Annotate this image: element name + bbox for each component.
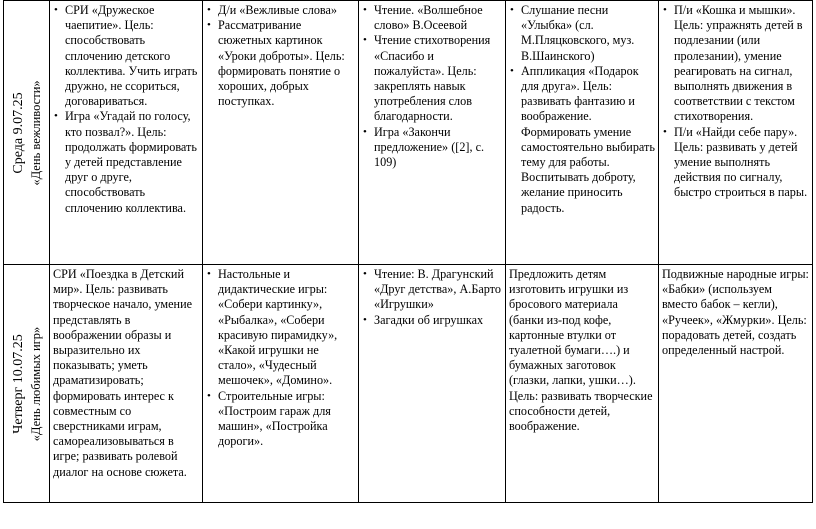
list-item: • П/и «Кошка и мышки». Цель: упражнять детей в подлезании (или пролезании), умение реагировать на сигнал, выполнять движения в соответствии с текстом стихотворения. bbox=[662, 3, 809, 125]
list-item: • Рассматривание сюжетных картинок «Уроки доброты». Цель: формировать понятие о хороших, добрых поступках. bbox=[206, 18, 355, 109]
day-theme: «День вежливости» bbox=[28, 79, 43, 186]
cell-text: Предложить детям изготовить игрушки из бросового материала (банки из-под кофе, картонные втулки от туалетной бумаги….) и бумажных заготовок (глазки, лапки, ушки…). Цель: развивать творческие способности детей, воображение. bbox=[509, 267, 653, 434]
list-item: • Строительные игры: «Построим гараж для машин», «Постройка дороги». bbox=[206, 389, 355, 450]
activity-cell-games bbox=[50, 1, 203, 265]
day-cell-wednesday bbox=[4, 1, 50, 265]
activity-cell-art bbox=[506, 1, 659, 265]
list-item: • Аппликация «Подарок для друга». Цель: развивать фантазию и воображение. Формировать умение самостоятельно выбирать тему для работы. Воспитывать доброту, желание приносить радость. bbox=[509, 64, 655, 216]
list-item: • СРИ «Дружеское чаепитие». Цель: способствовать сплочению детского коллектива. Учить играть дружно, не ссориться, договариваться. bbox=[53, 3, 199, 109]
list-item: • П/и «Найди себе пару». Цель: развивать у детей умение выполнять действия по сигналу, быстро строиться в пары. bbox=[662, 125, 809, 201]
day-cell-thursday bbox=[4, 265, 50, 503]
activity-cell-movement bbox=[659, 1, 813, 265]
activity-cell-didactic bbox=[203, 265, 359, 503]
table-row-wednesday bbox=[4, 1, 813, 265]
list-item: • Чтение. «Волшебное слово» В.Осеевой bbox=[362, 3, 502, 33]
day-label: Среда 9.07.25 bbox=[10, 91, 26, 174]
list-item: • Настольные и дидактические игры: «Собери картинку», «Рыбалка», «Собери красивую пирамидку», «Какой игрушки не стало», «Чудесный мешочек», «Домино». bbox=[206, 267, 355, 389]
list-item: • Загадки об игрушках bbox=[362, 313, 502, 328]
cell-text: СРИ «Поездка в Детский мир». Цель: развивать творческое начало, умение представлять в воображении образы и выразительно их показывать; уметь драматизировать; формировать интерес к совместным со сверстниками играм, самореализовываться в игре; развивать ролевой диалог на основе сюжета. bbox=[53, 267, 193, 479]
day-theme: «День любимых игр» bbox=[28, 326, 43, 441]
list-item: • Игра «Угадай по голосу, кто позвал?». Цель: продолжать формировать у детей представление друг о друге, способствовать сплочению коллектива. bbox=[53, 109, 199, 215]
activity-cell-didactic bbox=[203, 1, 359, 265]
activity-cell-reading bbox=[359, 265, 506, 503]
list-item: • Игра «Закончи предложение» ([2], с. 109) bbox=[362, 125, 502, 171]
activity-cell-art bbox=[506, 265, 659, 503]
activity-cell-movement bbox=[659, 265, 813, 503]
day-label: Четверг 10.07.25 bbox=[10, 333, 26, 434]
cell-text: Подвижные народные игры: «Бабки» (используем вместо бабок – кегли), «Ручеек», «Жмурки». Цель: порадовать детей, создать определенный настрой. bbox=[662, 267, 809, 358]
activity-cell-games bbox=[50, 265, 203, 503]
table-row-thursday bbox=[4, 265, 813, 503]
activity-cell-reading bbox=[359, 1, 506, 265]
list-item: • Д/и «Вежливые слова» bbox=[206, 3, 355, 18]
list-item: • Слушание песни «Улыбка» (сл. М.Пляцковского, муз. В.Шаинского) bbox=[509, 3, 655, 64]
list-item: • Чтение стихотворения «Спасибо и пожалуйста». Цель: закреплять навык употребления слов благодарности. bbox=[362, 33, 502, 124]
plan-table bbox=[3, 0, 813, 503]
list-item: • Чтение: В. Драгунский «Друг детства», А.Барто «Игрушки» bbox=[362, 267, 502, 313]
